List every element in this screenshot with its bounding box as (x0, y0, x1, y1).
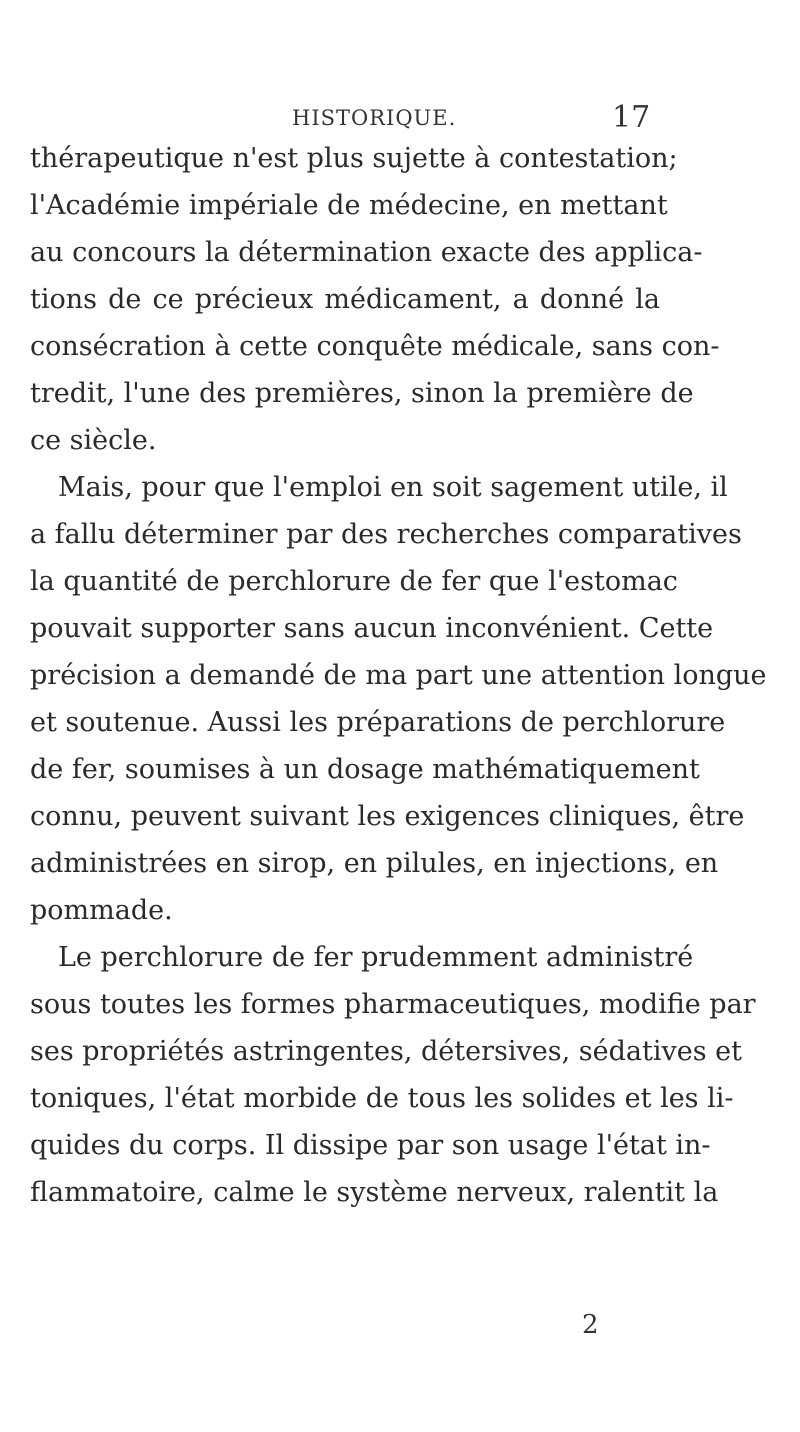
text-line: l'Académie impériale de médecine, en mettant (30, 190, 668, 221)
signature-mark: 2 (582, 1310, 599, 1340)
text-line: au concours la détermination exacte des applica- (30, 237, 703, 268)
text-line: tredit, l'une des premières, sinon la première de (30, 378, 694, 409)
text-line: connu, peuvent suivant les exigences cliniques, être (30, 801, 745, 832)
text-line: flammatoire, calme le système nerveux, ralentit la (30, 1177, 719, 1208)
page-number: 17 (612, 100, 651, 135)
text-line: pommade. (30, 895, 173, 926)
text-line: thérapeutique n'est plus sujette à contestation; (30, 143, 678, 174)
text-line: de fer, soumises à un dosage mathématiquement (30, 754, 700, 785)
text-line: précision a demandé de ma part une attention longue (30, 660, 767, 691)
text-line: Le perchlorure de fer prudemment administré (58, 942, 694, 973)
text-line: tions de ce précieux médicament, a donné la (30, 284, 660, 315)
running-head: HISTORIQUE. (292, 106, 457, 130)
text-line: toniques, l'état morbide de tous les solides et les li- (30, 1083, 734, 1114)
text-line: la quantité de perchlorure de fer que l'estomac (30, 566, 678, 597)
text-line: pouvait supporter sans aucun inconvénient. Cette (30, 613, 714, 644)
text-line: consécration à cette conquête médicale, sans con- (30, 331, 720, 362)
text-line: et soutenue. Aussi les préparations de perchlorure (30, 707, 726, 738)
text-line: sous toutes les formes pharmaceutiques, modifie par (30, 989, 756, 1020)
text-line: administrées en sirop, en pilules, en injections, en (30, 848, 719, 879)
text-line: ce siècle. (30, 425, 157, 456)
text-line: quides du corps. Il dissipe par son usage l'état in- (30, 1130, 711, 1161)
text-line: ses propriétés astringentes, détersives, sédatives et (30, 1036, 742, 1067)
text-line: Mais, pour que l'emploi en soit sagement utile, il (58, 472, 728, 503)
text-line: a fallu déterminer par des recherches comparatives (30, 519, 742, 550)
